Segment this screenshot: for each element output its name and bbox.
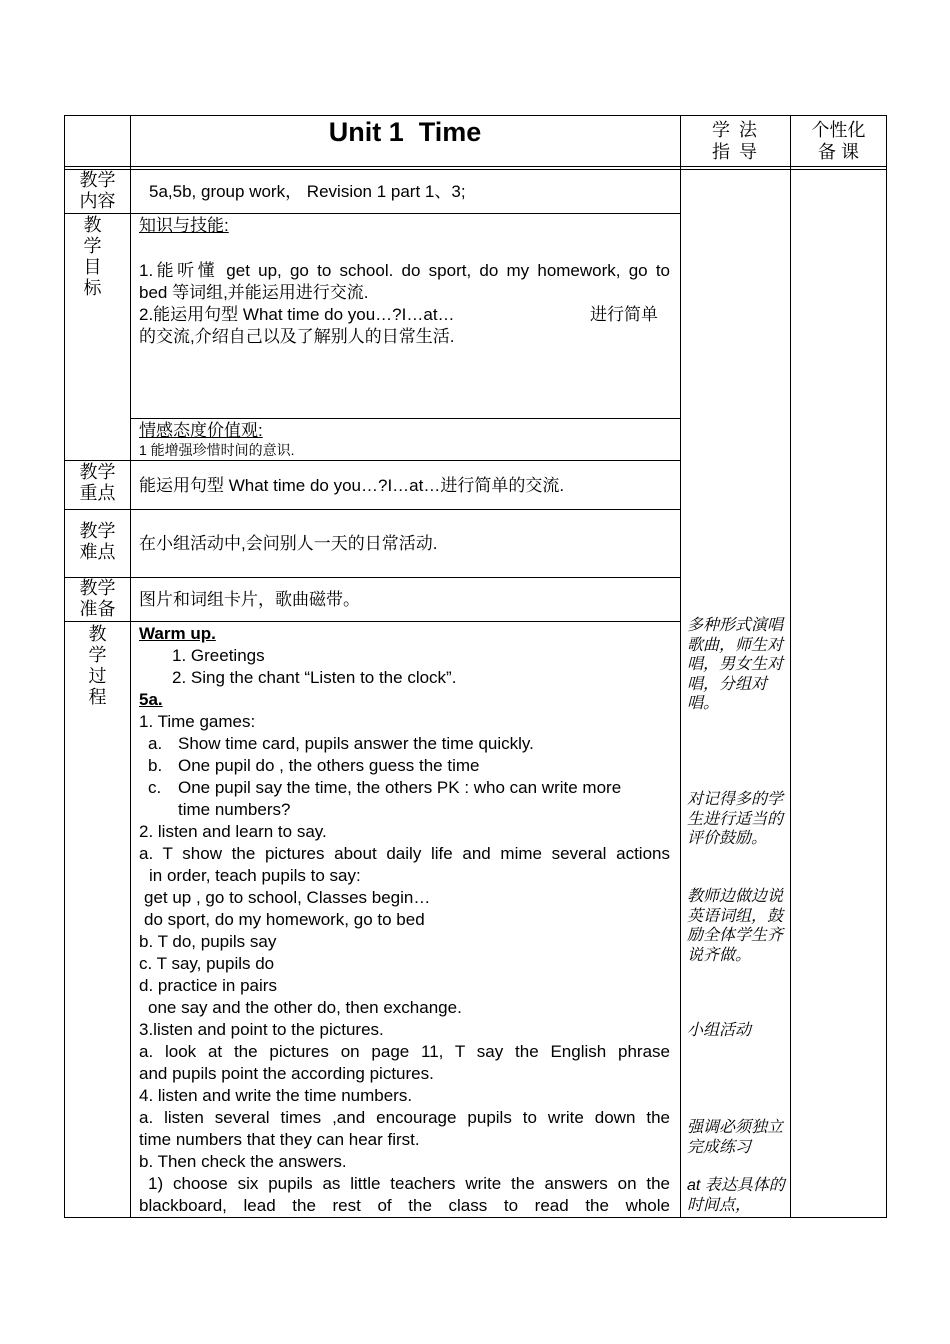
objective-item: bed 等词组,并能运用进行交流.: [139, 283, 369, 302]
method-note: 对记得多的学生进行适当的评价鼓励。: [687, 791, 784, 847]
process-line: b. T do, pupils say: [139, 932, 277, 951]
header-method-guide: 学 法 指 导: [711, 120, 759, 162]
method-note: 强调必须独立完成练习: [687, 1119, 784, 1156]
row-label-keypoint: 教学 重点: [79, 462, 116, 503]
process-line: time numbers that they can hear first.: [139, 1130, 420, 1149]
header-divider: [64, 166, 887, 167]
row-divider: [64, 460, 680, 461]
objective-item: 的交流,介绍自己以及了解别人的日常生活.: [139, 327, 455, 346]
process-line: One pupil say the time, the others PK : who can write more: [178, 778, 622, 797]
list-marker: b.: [148, 756, 163, 775]
process-line: 4. listen and write the time numbers.: [139, 1086, 413, 1105]
process-line: 2. Sing the chant “Listen to the clock”.: [172, 668, 457, 687]
header-divider: [64, 169, 887, 170]
table-border-right: [886, 115, 887, 1218]
process-line: do sport, do my homework, go to bed: [144, 910, 425, 929]
row-label-content: 教学 内容: [79, 170, 116, 211]
table-border-bottom: [64, 1217, 887, 1218]
row-divider: [130, 418, 680, 419]
process-line: and pupils point the according pictures.: [139, 1064, 434, 1083]
preparation-text: 图片和词组卡片，歌曲磁带。: [139, 590, 360, 609]
row-label-preparation: 教学 准备: [79, 578, 116, 619]
process-line: blackboard, lead the rest of the class to read the whole: [139, 1196, 670, 1215]
process-line: time numbers?: [178, 800, 291, 819]
process-line: 1) choose six pupils as little teachers write the answers on the: [148, 1174, 670, 1193]
emotion-item: 1 能增强珍惜时间的意识.: [139, 442, 295, 458]
process-line: 1. Time games:: [139, 712, 256, 731]
page-title: Unit 1 Time: [328, 117, 482, 147]
emotion-heading: 情感态度价值观:: [139, 421, 263, 440]
process-line: get up , go to school, Classes begin…: [144, 888, 431, 907]
process-line: Show time card, pupils answer the time quickly.: [178, 734, 534, 753]
method-note: 多种形式演唱歌曲，师生对唱，男女生对唱，分组对唱。: [687, 617, 784, 712]
section-heading-5a: [139, 689, 163, 711]
row-divider: [64, 213, 680, 214]
row-label-difficulty: 教学 难点: [79, 521, 116, 562]
process-line: d. practice in pairs: [139, 976, 277, 995]
objectives-heading: 知识与技能:: [139, 216, 229, 235]
process-line: b. Then check the answers.: [139, 1152, 347, 1171]
keypoint-text: 能运用句型 What time do you…?I…at…进行简单的交流.: [139, 476, 565, 495]
process-line: a. look at the pictures on page 11, T say the English phrase: [139, 1042, 670, 1061]
method-note: 小组活动: [687, 1022, 752, 1039]
row-divider: [64, 509, 680, 510]
row-divider: [64, 577, 680, 578]
process-line: One pupil do , the others guess the time: [178, 756, 480, 775]
row-divider: [64, 621, 680, 622]
process-line: 1. Greetings: [172, 646, 265, 665]
list-marker: c.: [148, 778, 162, 797]
process-line: in order, teach pupils to say:: [149, 866, 361, 885]
section-heading-5a-text: 5a.: [139, 690, 163, 709]
process-line: c. T say, pupils do: [139, 954, 275, 973]
difficulty-text: 在小组活动中,会问别人一天的日常活动.: [139, 534, 438, 553]
process-line: a. listen several times ,and encourage pupils to write down the: [139, 1108, 670, 1127]
process-line: one say and the other do, then exchange.: [148, 998, 462, 1017]
method-note: at 表达具体的时间点，: [687, 1177, 785, 1214]
column-divider: [130, 115, 131, 1218]
section-heading-warmup: Warm up.: [139, 624, 216, 643]
row-label-process: 教 学 过 程: [88, 624, 107, 707]
objective-item: 1.能听懂 get up, go to school. do sport, do my homework, go to: [139, 261, 670, 280]
column-divider: [790, 115, 791, 1218]
header-personal-prep: 个性化 备 课: [811, 120, 866, 162]
process-line: a. T show the pictures about daily life and mime several actions: [139, 844, 670, 863]
column-divider: [680, 115, 681, 1218]
method-note: 教师边做边说英语词组，鼓励全体学生齐说齐做。: [687, 888, 784, 964]
objective-item: 2.能运用句型 What time do you…?I…at…: [139, 305, 455, 324]
process-line: 3.listen and point to the pictures.: [139, 1020, 384, 1039]
process-line: 2. listen and learn to say.: [139, 822, 327, 841]
row-label-objectives: 教 学 目 标: [83, 215, 102, 298]
content-text: 5a,5b, group work， Revision 1 part 1、3;: [149, 182, 466, 201]
list-marker: a.: [148, 734, 163, 753]
objective-item: 进行简单: [590, 305, 658, 324]
table-border-top: [64, 115, 887, 116]
